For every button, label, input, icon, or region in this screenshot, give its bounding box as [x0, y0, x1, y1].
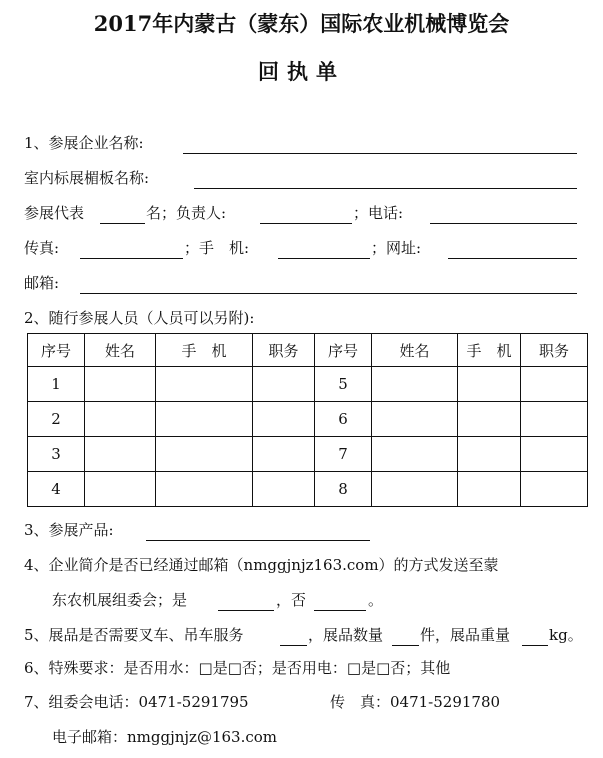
- mobile-label: ；手 机:: [184, 239, 250, 257]
- cell[interactable]: [253, 402, 315, 437]
- fax-field[interactable]: [80, 258, 183, 259]
- manager-label: 名；负责人:: [146, 204, 227, 222]
- section2-heading: 2、随行参展人员（人员可以另附):: [24, 309, 255, 327]
- committee-email: 电子邮箱：nmggjnjz@163.com: [52, 728, 278, 746]
- section3-label: 3、参展产品:: [24, 521, 114, 539]
- tel-field[interactable]: [430, 223, 577, 224]
- section4-yes-label: 东农机展组委会；是: [52, 591, 188, 609]
- email-label: 邮箱:: [24, 274, 60, 292]
- cell[interactable]: [458, 402, 521, 437]
- booth-label: 室内标展楣板名称:: [24, 169, 150, 187]
- booth-field[interactable]: [194, 188, 577, 189]
- company-label: 1、参展企业名称:: [24, 134, 144, 152]
- section5-forklift-label: 5、展品是否需要叉车、吊车服务: [24, 626, 244, 644]
- cell[interactable]: [156, 402, 253, 437]
- cell[interactable]: [85, 437, 156, 472]
- committee-tel: 7、组委会电话：0471-5291795: [24, 693, 249, 711]
- table-row: [28, 402, 588, 437]
- section6-text: 6、特殊要求：是否用水：□是□否；是否用电：□是□否；其他: [24, 659, 451, 677]
- cell[interactable]: [156, 367, 253, 402]
- header-cell: 序号: [315, 334, 372, 367]
- cell[interactable]: [156, 437, 253, 472]
- row-number: 1: [28, 367, 85, 402]
- manager-field[interactable]: [260, 223, 352, 224]
- cell[interactable]: [253, 367, 315, 402]
- section4-no-field[interactable]: [314, 610, 366, 611]
- header-cell: 姓名: [85, 334, 156, 367]
- cell[interactable]: [521, 437, 588, 472]
- quantity-field[interactable]: [392, 645, 419, 646]
- table-row: [28, 472, 588, 507]
- cell[interactable]: [458, 367, 521, 402]
- committee-fax: 传 真：0471-5291780: [330, 693, 501, 711]
- document-subtitle: 回执单: [258, 59, 345, 84]
- company-field[interactable]: [183, 153, 577, 154]
- tel-label: ；电话:: [353, 204, 404, 222]
- reps-count-field[interactable]: [100, 223, 145, 224]
- table-row: [28, 437, 588, 472]
- cell[interactable]: [458, 437, 521, 472]
- web-label: ；网址:: [371, 239, 422, 257]
- row-number: 7: [315, 437, 372, 472]
- products-field[interactable]: [146, 540, 370, 541]
- table-row: [28, 367, 588, 402]
- email-field[interactable]: [80, 293, 577, 294]
- reps-label: 参展代表: [24, 204, 85, 222]
- mobile-field[interactable]: [278, 258, 370, 259]
- section5-unit: kg。: [549, 626, 583, 644]
- document-title: 2017年内蒙古（蒙东）国际农业机械博览会: [93, 11, 510, 36]
- section4-yes-field[interactable]: [218, 610, 274, 611]
- weight-field[interactable]: [522, 645, 548, 646]
- cell[interactable]: [85, 367, 156, 402]
- cell[interactable]: [458, 472, 521, 507]
- staff-table: [27, 333, 588, 507]
- section5-weight-label: 件，展品重量: [420, 626, 511, 644]
- section4-no-label: ，否: [276, 591, 307, 609]
- section5-quantity-label: ，展品数量: [308, 626, 384, 644]
- cell[interactable]: [85, 472, 156, 507]
- cell[interactable]: [521, 402, 588, 437]
- row-number: 8: [315, 472, 372, 507]
- header-cell: 手 机: [458, 334, 521, 367]
- header-cell: 职务: [521, 334, 588, 367]
- row-number: 6: [315, 402, 372, 437]
- header-cell: 职务: [253, 334, 315, 367]
- header-cell: 序号: [28, 334, 85, 367]
- row-number: 3: [28, 437, 85, 472]
- header-cell: 手 机: [156, 334, 253, 367]
- header-cell: 姓名: [372, 334, 458, 367]
- cell[interactable]: [372, 367, 458, 402]
- web-field[interactable]: [448, 258, 577, 259]
- fax-label: 传真:: [24, 239, 60, 257]
- cell[interactable]: [85, 402, 156, 437]
- row-number: 5: [315, 367, 372, 402]
- cell[interactable]: [372, 472, 458, 507]
- forklift-field[interactable]: [280, 645, 307, 646]
- cell[interactable]: [372, 402, 458, 437]
- cell[interactable]: [253, 472, 315, 507]
- cell[interactable]: [521, 472, 588, 507]
- cell[interactable]: [521, 367, 588, 402]
- cell[interactable]: [156, 472, 253, 507]
- row-number: 2: [28, 402, 85, 437]
- row-number: 4: [28, 472, 85, 507]
- section4-period: 。: [368, 591, 384, 609]
- table-header-row: [28, 334, 588, 367]
- section4-line1: 4、企业简介是否已经通过邮箱（nmggjnjz163.com）的方式发送至蒙: [24, 556, 499, 574]
- cell[interactable]: [372, 437, 458, 472]
- cell[interactable]: [253, 437, 315, 472]
